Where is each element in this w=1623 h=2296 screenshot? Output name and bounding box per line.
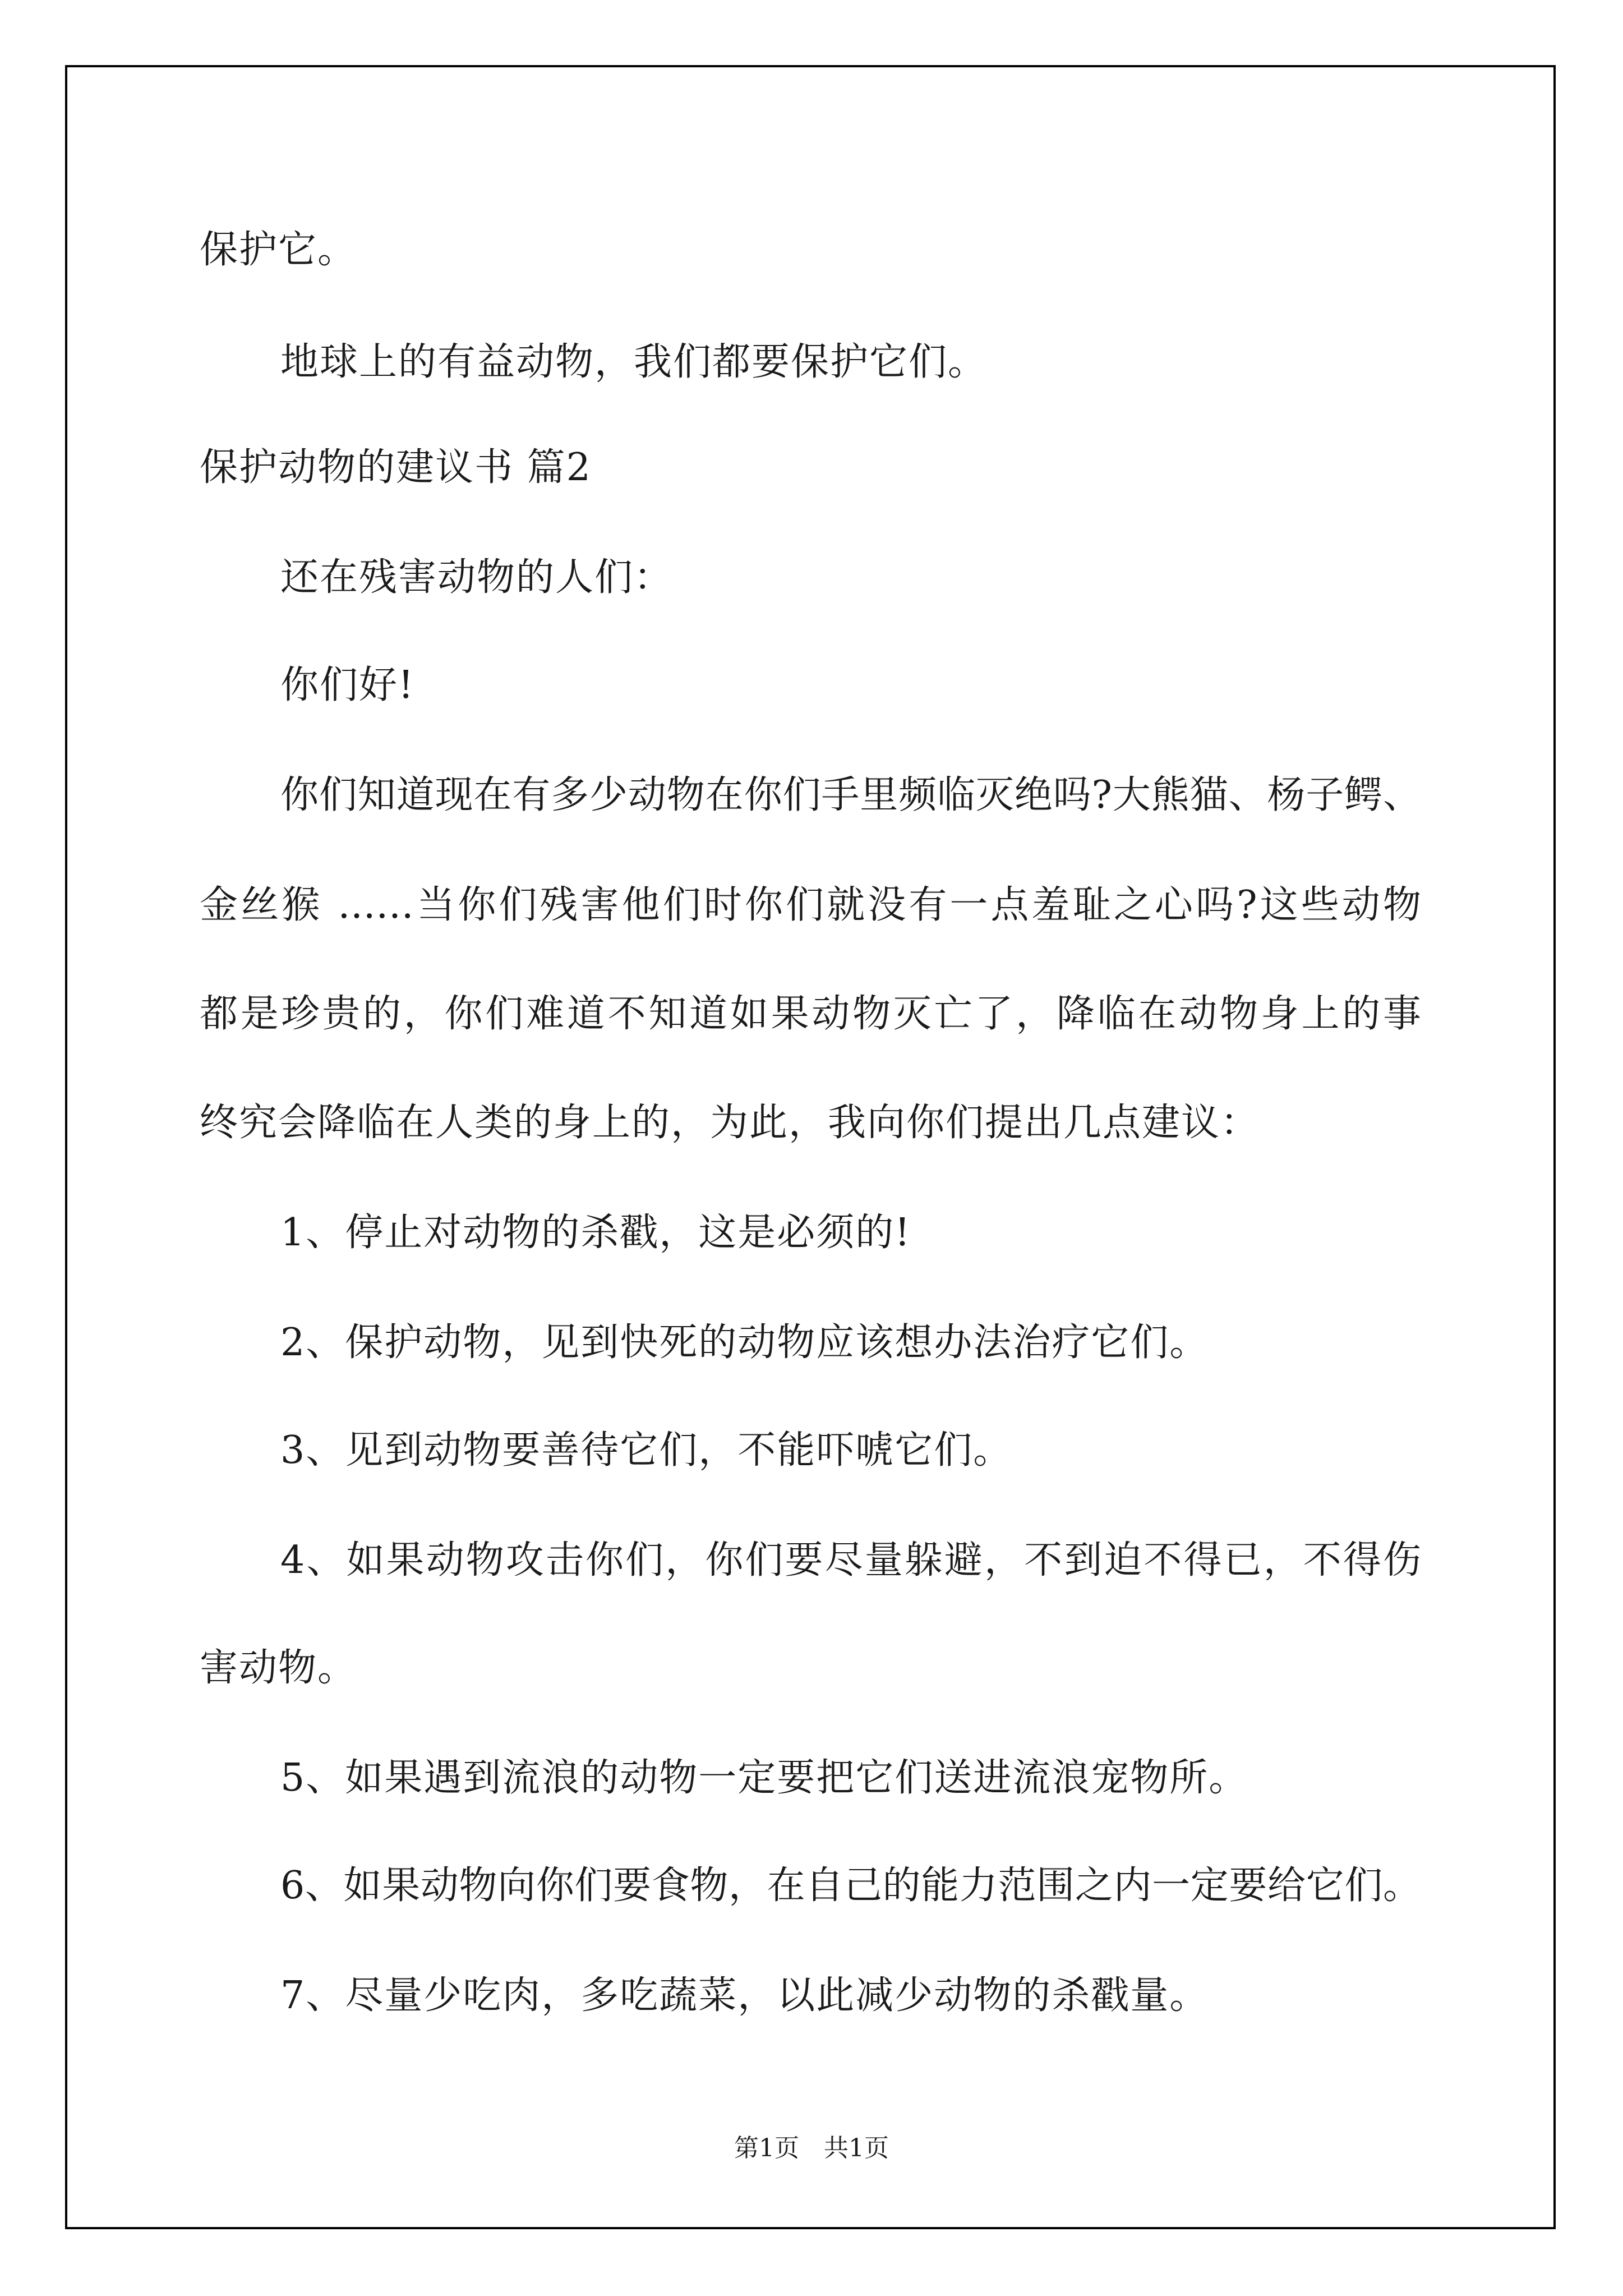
- list-item: 5、如果遇到流浪的动物一定要把它们送进流浪宠物所。: [280, 1756, 1248, 1800]
- list-item: 1、停止对动物的杀戳，这是必须的!: [280, 1211, 911, 1255]
- list-item: 4、如果动物攻击你们，你们要尽量躲避，不到迫不得已，不得伤: [280, 1538, 1421, 1582]
- list-item: 2、保护动物，见到快死的动物应该想办法治疗它们。: [280, 1320, 1209, 1365]
- page-footer: 第1页 共1页: [734, 2134, 889, 2162]
- paragraph-line: 保护它。: [200, 228, 357, 272]
- section-heading: 保护动物的建议书 篇2: [200, 445, 592, 490]
- salutation: 还在残害动物的人们：: [280, 555, 674, 600]
- paragraph-line: 终究会降临在人类的身上的，为此，我向你们提出几点建议：: [200, 1101, 1260, 1145]
- list-item: 6、如果动物向你们要食物，在自己的能力范围之内一定要给它们。: [280, 1864, 1421, 1908]
- paragraph-line: 都是珍贵的，你们难道不知道如果动物灭亡了，降临在动物身上的事: [200, 992, 1421, 1036]
- paragraph-line: 你们知道现在有多少动物在你们手里频临灭绝吗?大熊猫、杨子鳄、: [280, 773, 1421, 817]
- paragraph-line: 金丝猴 ……当你们残害他们时你们就没有一点羞耻之心吗?这些动物: [200, 883, 1421, 927]
- list-item-continuation: 害动物。: [200, 1646, 357, 1690]
- greeting: 你们好!: [280, 663, 415, 707]
- list-item: 7、尽量少吃肉，多吃蔬菜，以此减少动物的杀戳量。: [280, 1973, 1209, 2018]
- list-item: 3、见到动物要善待它们，不能吓唬它们。: [280, 1428, 1013, 1473]
- paragraph-line: 地球上的有益动物，我们都要保护它们。: [280, 340, 988, 384]
